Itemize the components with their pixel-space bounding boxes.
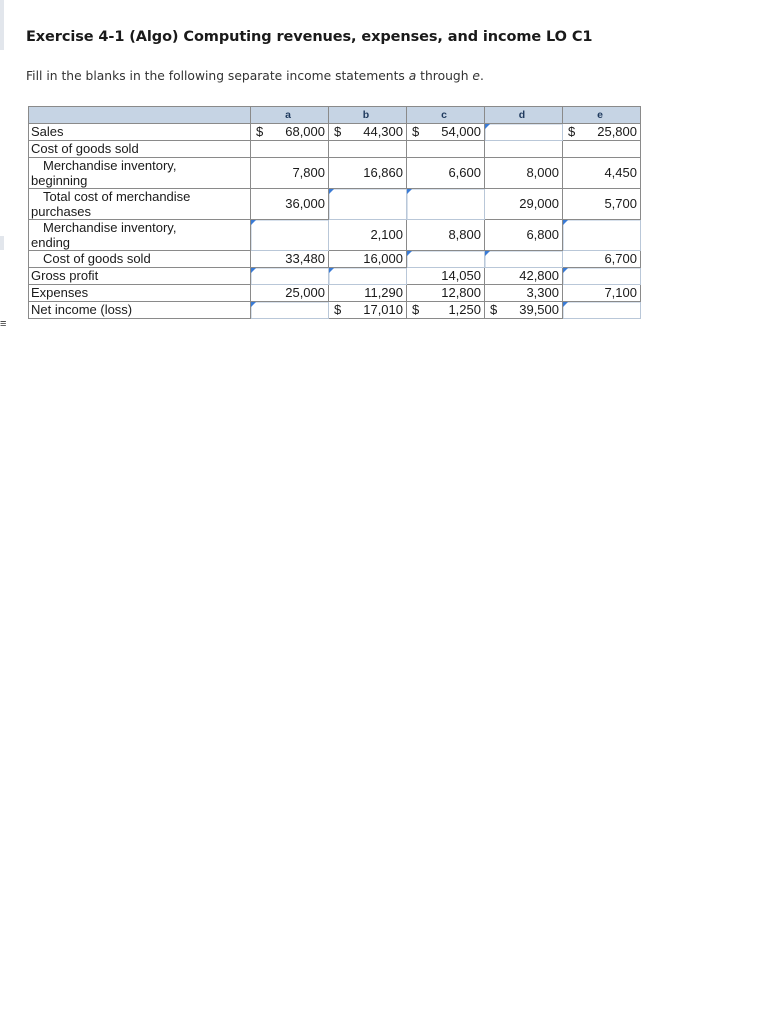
inv-end-d-value: 6,800 (485, 220, 563, 251)
row-label-sales: Sales (29, 124, 251, 141)
inv-begin-b-value: 16,860 (329, 158, 407, 189)
table-row-cogs (29, 251, 641, 268)
column-header-e: e (563, 107, 641, 124)
expenses-c-value: 12,800 (407, 285, 485, 302)
table-row-expenses (29, 285, 641, 302)
net-income-c-value: $ 1,250 (407, 302, 485, 319)
net-income-e-input[interactable] (563, 302, 641, 319)
row-label-cogs-header: Cost of goods sold (29, 141, 251, 158)
sales-b-value: $ 44,300 (329, 124, 407, 141)
gross-profit-b-input[interactable] (329, 268, 407, 285)
purchases-e-value: 5,700 (563, 189, 641, 220)
gross-profit-e-input[interactable] (563, 268, 641, 285)
cogs-e-value: 6,700 (563, 251, 641, 268)
expenses-d-value: 3,300 (485, 285, 563, 302)
inv-end-b-value: 2,100 (329, 220, 407, 251)
exercise-title: Exercise 4-1 (Algo) Computing revenues, expenses, and income LO C1 (26, 29, 593, 45)
row-label-expenses: Expenses (29, 285, 251, 302)
income-statement-table (28, 106, 641, 319)
sales-e-value: $ 25,800 (563, 124, 641, 141)
table-row-net-income (29, 302, 641, 319)
expenses-a-value: 25,000 (251, 285, 329, 302)
row-label-net-income: Net income (loss) (29, 302, 251, 319)
left-edge-strip (0, 0, 4, 50)
net-income-d-value: $ 39,500 (485, 302, 563, 319)
table-row-inventory-ending (29, 220, 641, 251)
table-row-gross-profit (29, 268, 641, 285)
instructions: Fill in the blanks in the following separate income statements a through e. (26, 69, 484, 83)
gross-profit-a-input[interactable] (251, 268, 329, 285)
row-label-inventory-beginning: Merchandise inventory, beginning (29, 158, 251, 189)
column-header-a: a (251, 107, 329, 124)
cogs-a-value: 33,480 (251, 251, 329, 268)
cogs-b-value: 16,000 (329, 251, 407, 268)
inv-end-e-input[interactable] (563, 220, 641, 251)
empty-cell (329, 141, 407, 158)
table-row-purchases (29, 189, 641, 220)
table-header-row (29, 107, 641, 124)
gross-profit-c-value: 14,050 (407, 268, 485, 285)
inv-begin-c-value: 6,600 (407, 158, 485, 189)
column-header-d: d (485, 107, 563, 124)
inv-begin-d-value: 8,000 (485, 158, 563, 189)
net-income-b-value: $ 17,010 (329, 302, 407, 319)
cogs-c-input[interactable] (407, 251, 485, 268)
inv-begin-a-value: 7,800 (251, 158, 329, 189)
empty-cell (485, 141, 563, 158)
row-label-purchases: Total cost of merchandise purchases (29, 189, 251, 220)
empty-cell (251, 141, 329, 158)
menu-icon[interactable]: ≡ (0, 318, 7, 330)
row-label-cogs: Cost of goods sold (29, 251, 251, 268)
left-edge-strip (0, 236, 4, 250)
sales-a-value: $ 68,000 (251, 124, 329, 141)
cogs-d-input[interactable] (485, 251, 563, 268)
row-label-gross-profit: Gross profit (29, 268, 251, 285)
purchases-c-input[interactable] (407, 189, 485, 220)
row-label-inventory-ending: Merchandise inventory, ending (29, 220, 251, 251)
table-row-cogs-header (29, 141, 641, 158)
sales-c-value: $ 54,000 (407, 124, 485, 141)
header-label-cell (29, 107, 251, 124)
table-row-inventory-beginning (29, 158, 641, 189)
column-header-b: b (329, 107, 407, 124)
expenses-b-value: 11,290 (329, 285, 407, 302)
sales-d-input[interactable] (485, 124, 563, 141)
expenses-e-value: 7,100 (563, 285, 641, 302)
empty-cell (563, 141, 641, 158)
purchases-b-input[interactable] (329, 189, 407, 220)
inv-end-a-input[interactable] (251, 220, 329, 251)
net-income-a-input[interactable] (251, 302, 329, 319)
table-row-sales (29, 124, 641, 141)
gross-profit-d-value: 42,800 (485, 268, 563, 285)
column-header-c: c (407, 107, 485, 124)
purchases-d-value: 29,000 (485, 189, 563, 220)
inv-begin-e-value: 4,450 (563, 158, 641, 189)
purchases-a-value: 36,000 (251, 189, 329, 220)
inv-end-c-value: 8,800 (407, 220, 485, 251)
empty-cell (407, 141, 485, 158)
